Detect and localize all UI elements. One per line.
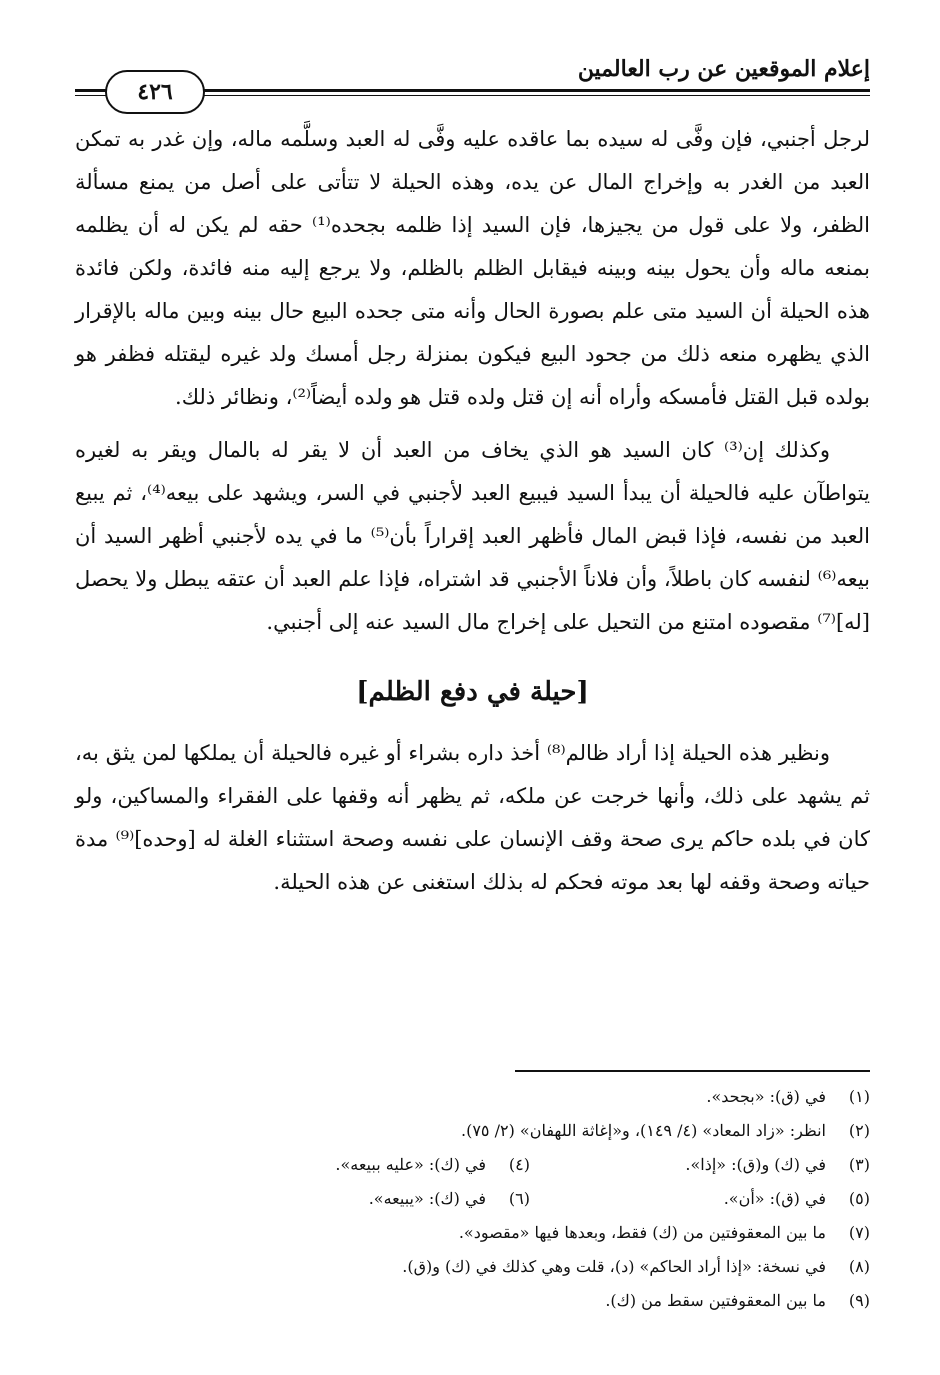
footnote-text: ما بين المعقوفتين من (ك) فقط، وبعدها فيها «مقصود». (458, 1223, 826, 1242)
footnote-7 (459, 1216, 870, 1250)
footnote-row (75, 1216, 870, 1250)
footnote-text: في (ك) و(ق): «إذا». (685, 1155, 826, 1174)
paragraph-1: لرجل أجنبي، فإن وفَّى له سيده بما عاقده عليه وفَّى له العبد وسلَّمه ماله، وإن غدر به تمكن العبد من الغدر به وإخراج المال عن يده، وهذه الحيلة لا تتأتى على أصل من يمنع مسألة الظفر، ولا على قول من يجيزها، فإن السيد إذا ظلمه بجحده⁽¹⁾ حقه لم يكن له أن يظلمه بمنعه ماله وأن يحول بينه وبينه فيقابل الظلم بالظلم، ولا يرجع إليه منه فائدة، ولكن فائدة هذه الحيلة أن السيد متى علم بصورة الحال وأنه متى جحده البيع حال بينه وبين ماله بالإقرار الذي يظهره منعه ذلك من جحود البيع فيكون بمنزلة رجل أمسك ولد غيره ليقتله فظفر هو بولده قبل القتل فأمسكه وأراه أنه إن قتل ولده قتل هو ولده أيضاً⁽²⁾، ونظائر ذلك. (75, 127, 871, 409)
footnote-text: في (ق): «بجحد». (706, 1087, 826, 1106)
footnote-text: انظر: «زاد المعاد» (٤/ ١٤٩)، و«إغاثة اللهفان» (٢/ ٧٥). (461, 1121, 826, 1140)
footnote-row (75, 1182, 870, 1216)
footnote-number: (١) (848, 1087, 870, 1106)
footnote-number: (٦) (508, 1189, 530, 1208)
footnote-text: في (ك): «عليه ببيعه». (335, 1155, 486, 1174)
footnote-1 (706, 1080, 870, 1114)
footnote-row (75, 1250, 870, 1284)
footnote-number: (٥) (848, 1189, 870, 1208)
running-title: إعلام الموقعين عن رب العالمين (577, 56, 870, 82)
footnote-row (75, 1080, 870, 1114)
paragraph-3: ونظير هذه الحيلة إذا أراد ظالم⁽⁸⁾ أخذ داره بشراء أو غيره فالحيلة أن يملكها لمن يثق به، ثم يشهد على ذلك، وأنها خرجت عن ملكه، ثم يظهر أنه وقفها على الفقراء والمساكين، ولو كان في بلده حاكم يرى صحة وقف الإنسان على نفسه وصحة استثناء الغلة له [وحده]⁽⁹⁾ مدة حياته وصحة وقفه لها بعد موته فحكم له بذلك استغنى عن هذه الحيلة. (75, 741, 870, 894)
footnote-number: (٨) (848, 1257, 870, 1276)
main-text (75, 118, 870, 904)
footnote-4 (335, 1148, 530, 1182)
footnote-text: في (ك): «يبيعه». (368, 1189, 486, 1208)
paragraph-2: وكذلك إن⁽³⁾ كان السيد هو الذي يخاف من العبد أن لا يقر له بالمال ويقر به لغيره يتواطآن عليه فالحيلة أن يبدأ السيد فيبيع العبد لأجنبي في السر، ويشهد على بيعه⁽⁴⁾، ثم يبيع العبد من نفسه، فإذا قبض المال فأظهر العبد إقراراً بأن⁽⁵⁾ ما في يده لأجنبي أظهر السيد أن بيعه⁽⁶⁾ لنفسه كان باطلاً، وأن فلاناً الأجنبي قد اشتراه، فإذا علم العبد أن عتقه يبطل ولا يحصل [له]⁽⁷⁾ مقصوده امتنع من التحيل على إخراج مال السيد عنه إلى أجنبي. (75, 438, 870, 634)
footnotes (75, 1080, 870, 1318)
footnote-row (75, 1148, 870, 1182)
footnote-text: في نسخة: «إذا أراد الحاكم» (د)، قلت وهي كذلك في (ك) و(ق). (402, 1257, 826, 1276)
footnote-text: ما بين المعقوفتين سقط من (ك). (605, 1291, 826, 1310)
footnote-2 (461, 1114, 870, 1148)
footnote-6 (369, 1182, 530, 1216)
footnote-9 (605, 1284, 870, 1318)
footnote-row (75, 1284, 870, 1318)
page-number: ٤٢٦ (105, 70, 205, 114)
section-heading: [حيلة في دفع الظلم] (356, 677, 589, 707)
footnote-8 (402, 1250, 870, 1284)
paragraph-gap (75, 419, 870, 429)
footnote-number: (٧) (848, 1223, 870, 1242)
footnote-number: (٣) (848, 1155, 870, 1174)
page-header (75, 48, 870, 108)
footnote-5 (530, 1182, 870, 1216)
footnote-3 (530, 1148, 870, 1182)
footnote-row (75, 1114, 870, 1148)
footnote-number: (٩) (848, 1291, 870, 1310)
footnote-separator (515, 1070, 870, 1072)
footnote-text: في (ق): «أن». (723, 1189, 826, 1208)
footnote-number: (٢) (848, 1121, 870, 1140)
footnote-number: (٤) (508, 1155, 530, 1174)
